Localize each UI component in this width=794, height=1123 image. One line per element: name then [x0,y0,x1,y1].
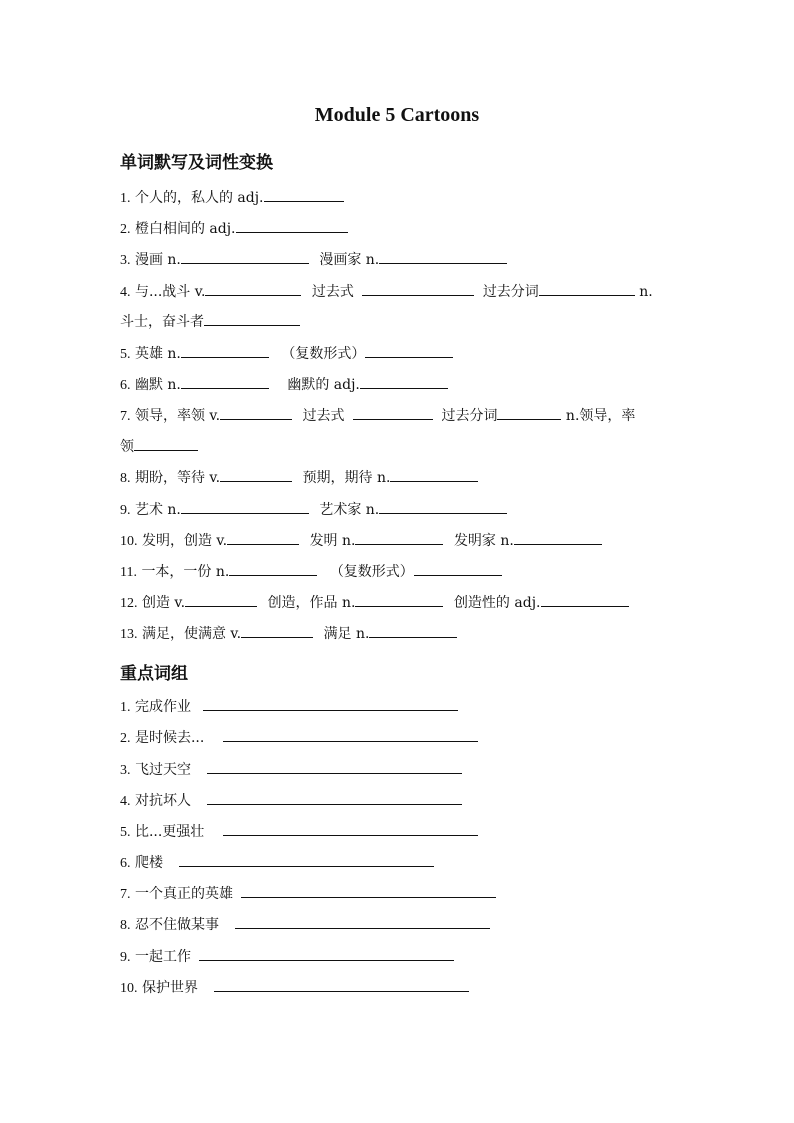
phrase-item-1: 1. 完成作业 [120,696,458,717]
answer-blank[interactable] [205,281,301,296]
vocab-item-4: 4. 与...战斗 v. 过去式 过去分词 n. [120,281,653,302]
answer-blank[interactable] [390,467,478,482]
answer-blank[interactable] [241,883,496,898]
phrase-item-3: 3. 飞过天空 [120,759,462,780]
phrase-item-8: 8. 忍不住做某事 [120,914,490,935]
answer-blank[interactable] [185,592,257,607]
answer-blank[interactable] [414,561,502,576]
answer-blank[interactable] [229,561,317,576]
answer-blank[interactable] [220,405,292,420]
answer-blank[interactable] [223,727,478,742]
vocab-item-7: 7. 领导，率领 v. 过去式 过去分词 n.领导，率 [120,405,635,426]
vocab-item-4-continued: 斗士，奋斗者 [120,311,300,331]
answer-blank[interactable] [235,914,490,929]
answer-blank[interactable] [207,759,462,774]
answer-blank[interactable] [360,374,448,389]
section-heading-phrases: 重点词组 [120,664,188,684]
answer-blank[interactable] [204,311,300,326]
answer-blank[interactable] [497,405,561,420]
answer-blank[interactable] [181,374,269,389]
answer-blank[interactable] [236,218,348,233]
phrase-item-10: 10. 保护世界 [120,977,469,998]
vocab-item-12: 12. 创造 v. 创造，作品 n. 创造性的 adj. [120,592,629,613]
vocab-item-7-continued: 领 [120,436,198,456]
answer-blank[interactable] [179,852,434,867]
answer-blank[interactable] [203,696,458,711]
phrase-item-9: 9. 一起工作 [120,946,454,967]
answer-blank[interactable] [227,530,299,545]
vocab-item-13: 13. 满足，使满意 v. 满足 n. [120,623,457,644]
answer-blank[interactable] [355,530,443,545]
answer-blank[interactable] [353,405,433,420]
answer-blank[interactable] [539,281,635,296]
answer-blank[interactable] [355,592,443,607]
vocab-item-9: 9. 艺术 n. 艺术家 n. [120,499,507,520]
answer-blank[interactable] [379,499,507,514]
answer-blank[interactable] [241,623,313,638]
answer-blank[interactable] [220,467,292,482]
vocab-item-1: 1. 个人的，私人的 adj. [120,187,344,208]
phrase-item-2: 2. 是时候去... [120,727,478,748]
answer-blank[interactable] [264,187,344,202]
answer-blank[interactable] [134,436,198,451]
answer-blank[interactable] [214,977,469,992]
answer-blank[interactable] [369,623,457,638]
vocab-item-11: 11. 一本，一份 n. （复数形式） [120,561,502,582]
answer-blank[interactable] [181,249,309,264]
answer-blank[interactable] [181,343,269,358]
vocab-item-8: 8. 期盼，等待 v. 预期，期待 n. [120,467,478,488]
section-heading-vocabulary: 单词默写及词性变换 [120,153,273,173]
vocab-item-3: 3. 漫画 n. 漫画家 n. [120,249,507,270]
answer-blank[interactable] [181,499,309,514]
phrase-item-6: 6. 爬楼 [120,852,434,873]
vocab-item-2: 2. 橙白相间的 adj. [120,218,348,239]
answer-blank[interactable] [207,790,462,805]
answer-blank[interactable] [223,821,478,836]
answer-blank[interactable] [514,530,602,545]
phrase-item-5: 5. 比...更强壮 [120,821,478,842]
answer-blank[interactable] [379,249,507,264]
answer-blank[interactable] [541,592,629,607]
vocab-item-6: 6. 幽默 n. 幽默的 adj. [120,374,448,395]
vocab-item-10: 10. 发明，创造 v. 发明 n. 发明家 n. [120,530,602,551]
page-title: Module 5 Cartoons [314,104,480,126]
answer-blank[interactable] [199,946,454,961]
phrase-item-7: 7. 一个真正的英雄 [120,883,496,904]
phrase-item-4: 4. 对抗坏人 [120,790,462,811]
answer-blank[interactable] [365,343,453,358]
answer-blank[interactable] [362,281,474,296]
vocab-item-5: 5. 英雄 n. （复数形式） [120,343,453,364]
